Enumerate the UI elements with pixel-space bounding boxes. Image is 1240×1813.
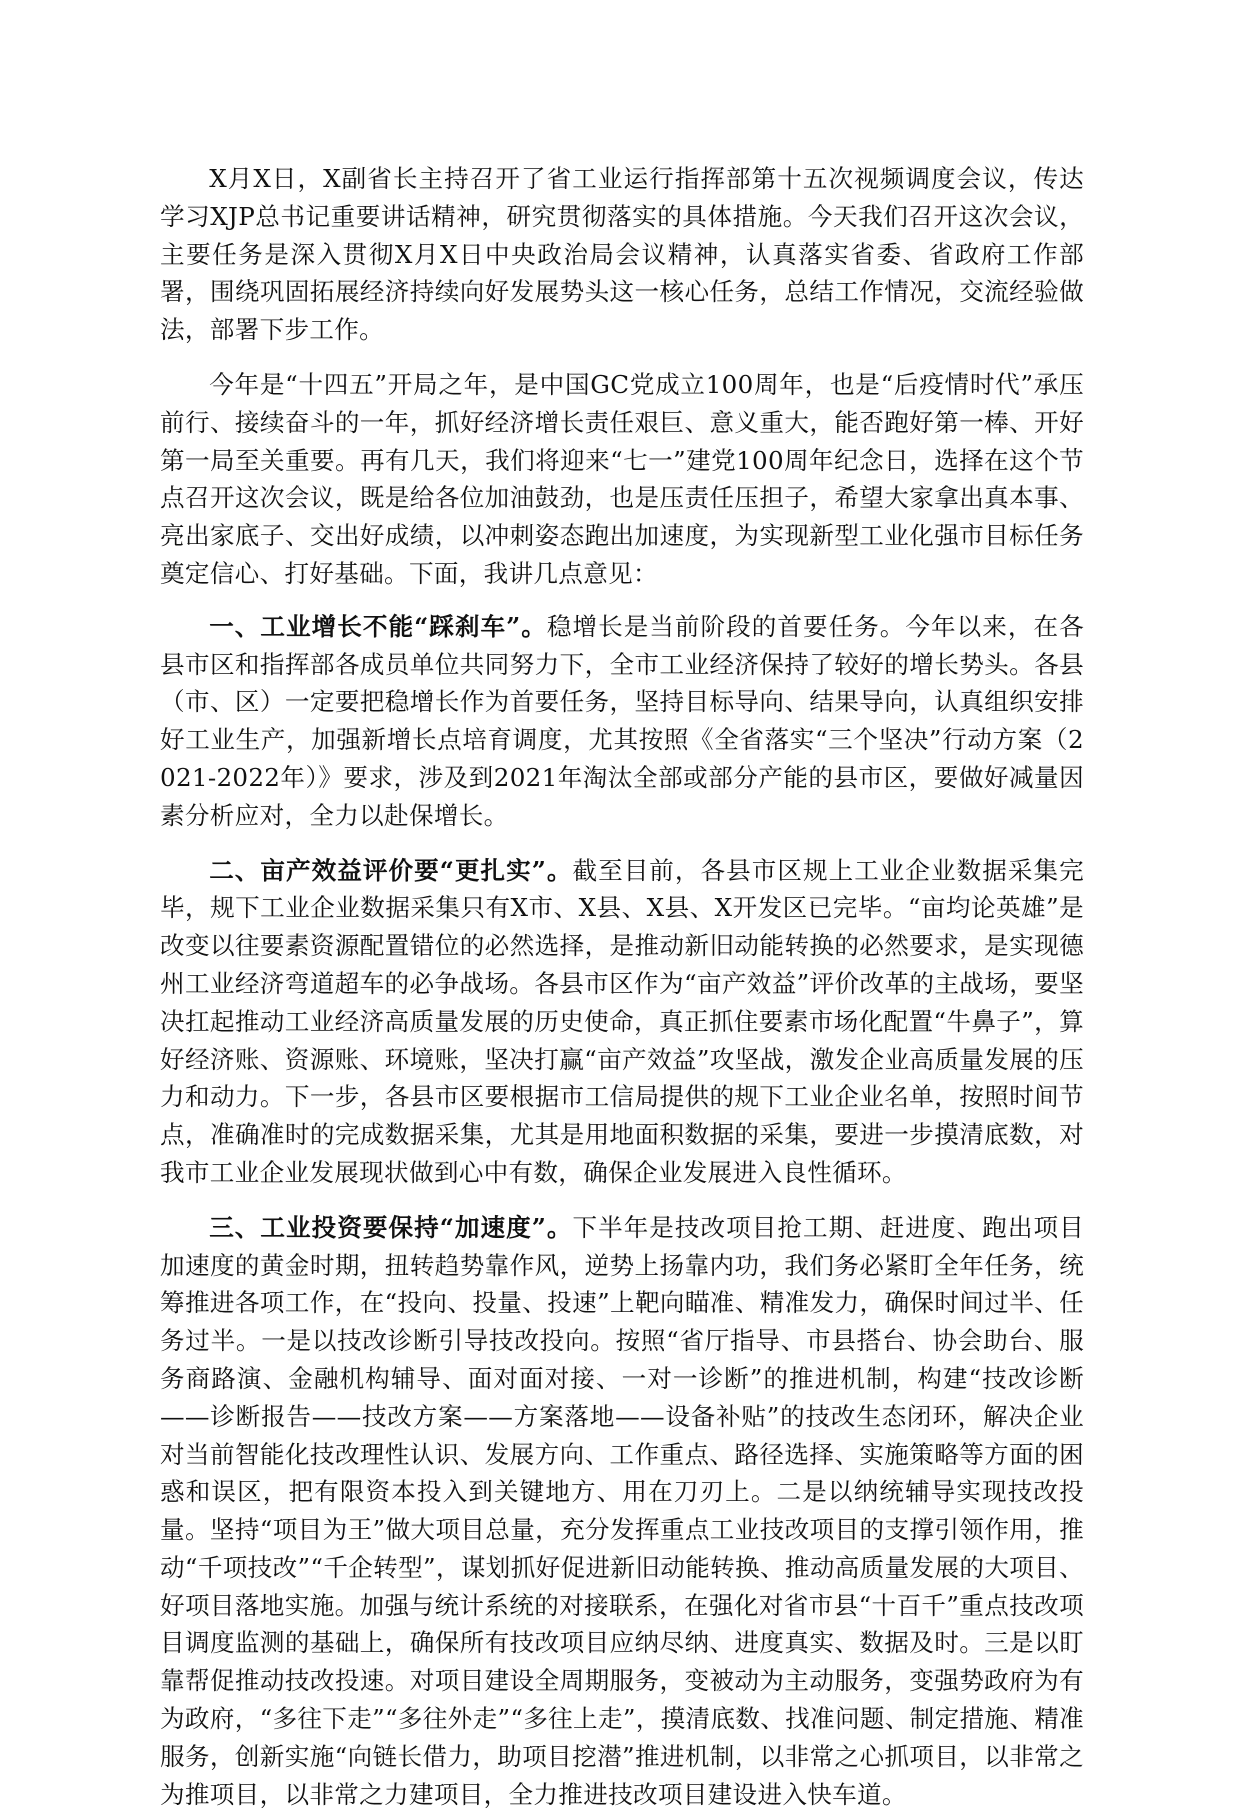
paragraph-1-text: X月X日，X副省长主持召开了省工业运行指挥部第十五次视频调度会议，传达学习XJP总书记重要讲话精神，研究贯彻落实的具体措施。今天我们召开这次会议，主要任务是深入贯彻X月X日中央政治局会议精神，认真落实省委、省政府工作部署，围绕巩固拓展经济持续向好发展势头这一核心任务，总结工作情况，交流经验做法，部署下步工作。 (160, 164, 1084, 345)
section-heading-2: 二、亩产效益评价要“更扎实”。 (209, 855, 573, 885)
paragraph-3-text: 稳增长是当前阶段的首要任务。今年以来，在各县市区和指挥部各成员单位共同努力下，全市工业经济保持了较好的增长势头。各县（市、区）一定要把稳增长作为首要任务，坚持目标导向、结果导向，认真组织安排好工业生产，加强新增长点培育调度，尤其按照《全省落实“三个坚决”行动方案（2021-2022年）》要求，涉及到2021年淘汰全部或部分产能的县市区，要做好减量因素分析应对，全力以赴保增长。 (160, 611, 1084, 830)
paragraph-5 (160, 1209, 1084, 1813)
paragraph-3 (160, 608, 1084, 835)
section-heading-3: 三、工业投资要保持“加速度”。 (209, 1212, 573, 1242)
section-heading-1: 一、工业增长不能“踩刹车”。 (209, 611, 547, 641)
paragraph-5-text: 下半年是技改项目抢工期、赶进度、跑出项目加速度的黄金时期，扭转趋势靠作风，逆势上扬靠内功，我们务必紧盯全年任务，统筹推进各项工作，在“投向、投量、投速”上靶向瞄准、精准发力，确保时间过半、任务过半。一是以技改诊断引导技改投向。按照“省厅指导、市县搭台、协会助台、服务商路演、金融机构辅导、面对面对接、一对一诊断”的推进机制，构建“技改诊断——诊断报告——技改方案——方案落地——设备补贴”的技改生态闭环，解决企业对当前智能化技改理性认识、发展方向、工作重点、路径选择、实施策略等方面的困惑和误区，把有限资本投入到关键地方、用在刀刃上。二是以纳统辅导实现技改投量。坚持“项目为王”做大项目总量，充分发挥重点工业技改项目的支撑引领作用，推动“千项技改”“千企转型”，谋划抓好促进新旧动能转换、推动高质量发展的大项目、好项目落地实施。加强与统计系统的对接联系，在强化对省市县“十百千”重点技改项目调度监测的基础上，确保所有技改项目应纳尽纳、进度真实、数据及时。三是以盯靠帮促推动技改投速。对项目建设全周期服务，变被动为主动服务，变强势政府为有为政府，“多往下走”“多往外走”“多往上走”，摸清底数、找准问题、制定措施、精准服务，创新实施“向链长借力，助项目挖潜”推进机制，以非常之心抓项目，以非常之为推项目，以非常之力建项目，全力推进技改项目建设进入快车道。 (160, 1212, 1084, 1809)
paragraph-2 (160, 366, 1084, 593)
paragraph-1 (160, 160, 1084, 349)
paragraph-4-text: 截至目前，各县市区规上工业企业数据采集完毕，规下工业企业数据采集只有X市、X县、X县、X开发区已完毕。“亩均论英雄”是改变以往要素资源配置错位的必然选择，是推动新旧动能转换的必然要求，是实现德州工业经济弯道超车的必争战场。各县市区作为“亩产效益”评价改革的主战场，要坚决扛起推动工业经济高质量发展的历史使命，真正抓住要素市场化配置“牛鼻子”，算好经济账、资源账、环境账，坚决打赢“亩产效益”攻坚战，激发企业高质量发展的压力和动力。下一步，各县市区要根据市工信局提供的规下工业企业名单，按照时间节点，准确准时的完成数据采集，尤其是用地面积数据的采集，要进一步摸清底数，对我市工业企业发展现状做到心中有数，确保企业发展进入良性循环。 (160, 855, 1084, 1187)
paragraph-2-text: 今年是“十四五”开局之年，是中国GC党成立100周年，也是“后疫情时代”承压前行、接续奋斗的一年，抓好经济增长责任艰巨、意义重大，能否跑好第一棒、开好第一局至关重要。再有几天，我们将迎来“七一”建党100周年纪念日，选择在这个节点召开这次会议，既是给各位加油鼓劲，也是压责任压担子，希望大家拿出真本事、亮出家底子、交出好成绩，以冲刺姿态跑出加速度，为实现新型工业化强市目标任务奠定信心、打好基础。下面，我讲几点意见： (160, 369, 1084, 588)
paragraph-4 (160, 852, 1084, 1192)
